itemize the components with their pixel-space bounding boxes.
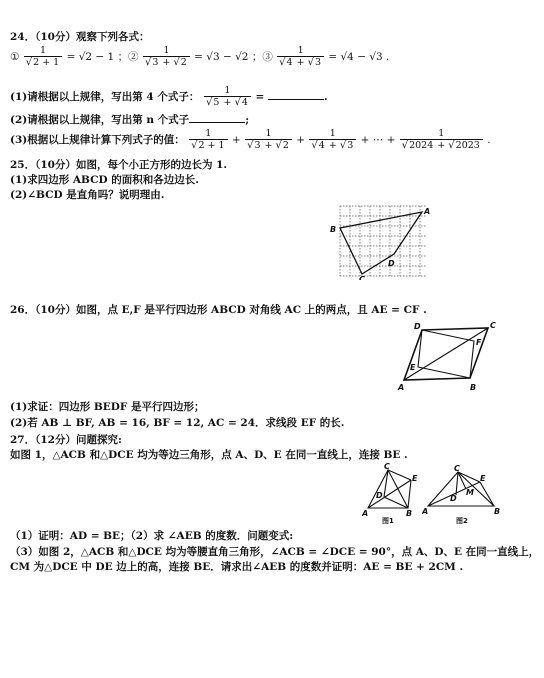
q27-figure-1 bbox=[362, 462, 420, 527]
q25-grid-figure bbox=[326, 200, 438, 283]
q24-fraction-3: $\frac{1}{√4 + √3}$ bbox=[277, 45, 324, 69]
q26-label-c: C bbox=[490, 321, 496, 330]
q24-fraction-2: $\frac{1}{√3 + √2}$ bbox=[143, 45, 190, 69]
q25-part2: (2)∠BCD 是直角吗？说明理由. bbox=[10, 189, 165, 201]
q25-grid-svg bbox=[326, 200, 438, 280]
q25-label-d: D bbox=[388, 259, 395, 268]
q24-sum-term-2: $\frac{1}{√3 + √2}$ bbox=[245, 128, 292, 152]
q25-label-c: C bbox=[359, 275, 365, 280]
q27-fig2-label-e: E bbox=[480, 474, 486, 483]
q24-part2: (2)请根据以上规律，写出第 n 个式子 ; bbox=[10, 114, 250, 126]
q26-parallelogram-figure bbox=[396, 320, 500, 395]
q25-grid-lines bbox=[340, 206, 426, 276]
q24-sum-term-1: $\frac{1}{√2 + 1}$ bbox=[189, 128, 227, 152]
q24-answer-blank-2 bbox=[189, 112, 245, 123]
q27-figure-2 bbox=[422, 462, 504, 527]
q24-formula-row bbox=[10, 45, 389, 69]
q24-fraction-4: $\frac{1}{√5 + √4}$ bbox=[204, 85, 251, 109]
q26-part2: (2)若 AB ⊥ BF, AB = 16, BF = 12, AC = 24．求线段 EF 的长. bbox=[10, 417, 345, 429]
q26-label-f: F bbox=[476, 338, 482, 347]
q27-fig2-label-a: A bbox=[422, 507, 429, 516]
q27-figure-1-svg bbox=[362, 462, 420, 524]
q27-fig2-label-m: M bbox=[466, 488, 474, 497]
q25-label-b: B bbox=[330, 225, 337, 234]
q26-label-e: E bbox=[410, 363, 416, 372]
q24-fraction-1: $\frac{1}{√2 + 1}$ bbox=[24, 45, 62, 69]
q27-part1-2: （1）证明：AD = BE；（2）求 ∠AEB 的度数．问题变式: bbox=[10, 530, 294, 542]
q27-fig1-caption: 图1 bbox=[382, 517, 394, 524]
q26-diagonal-ac bbox=[404, 328, 488, 380]
q26-label-b: B bbox=[470, 383, 477, 392]
q25-part1: (1)求四边形 ABCD 的面积和各边边长. bbox=[10, 174, 199, 186]
q27-part3-line1: （3）如图 2，△ACB 和△DCE 均为等腰直角三角形，∠ACB = ∠DCE = 90°，点 A、D、E 在同一直线上， bbox=[10, 546, 540, 558]
q26-label-a: A bbox=[398, 383, 405, 392]
q26-part1: (1)求证：四边形 BEDF 是平行四边形； bbox=[10, 401, 205, 413]
q24-part1: (1)请根据以上规律，写出第 4 个式子： $\frac{1}{√5 + √4}$ = . bbox=[10, 85, 328, 108]
q24-sum-term-last: $\frac{1}{√2024 + √2023}$ bbox=[400, 128, 483, 152]
q27-figure-2-svg bbox=[422, 462, 504, 524]
q24-sum-term-3: $\frac{1}{√4 + √3}$ bbox=[309, 128, 356, 152]
q27-heading: 27．（12分）问题探究: bbox=[10, 434, 122, 446]
q26-label-d: D bbox=[414, 322, 421, 331]
q24-answer-blank-1 bbox=[268, 89, 324, 100]
q27-fig2-caption: 图2 bbox=[456, 517, 468, 524]
q24-heading: 24．（10分）观察下列各式： bbox=[10, 31, 150, 43]
q27-fig1-label-c: C bbox=[384, 462, 390, 471]
q24-item3-marker: ；③ bbox=[251, 51, 273, 63]
q26-parallelogram-svg bbox=[396, 320, 500, 392]
q25-heading: 25．（10分）如图，每个小正方形的边长为 1. bbox=[10, 159, 228, 171]
q27-fig1-label-b: B bbox=[406, 509, 413, 518]
q24-result-3: = √4 − √3 . bbox=[328, 51, 390, 63]
q27-intro: 如图 1，△ACB 和△DCE 均为等边三角形，点 A、D、E 在同一直线上，连接 BE . bbox=[10, 449, 408, 461]
q27-fig2-label-c: C bbox=[454, 464, 460, 473]
q27-part3-line2: CM 为△DCE 中 DE 边上的高，连接 BE．请求出∠AEB 的度数并证明：AE = BE + 2CM . bbox=[10, 561, 464, 573]
q24-item2-marker: ；② bbox=[117, 51, 139, 63]
q27-fig2-label-b: B bbox=[494, 507, 501, 516]
q24-result-2: = √3 − √2 bbox=[194, 51, 249, 63]
q24-part3: (3)根据以上规律计算下列式子的值： $\frac{1}{√2 + 1}$ + $\frac{1}{√3 + √2}$ + $\frac{1}{√4 + √3}$ + ⋯ + $\frac{1}{√2024 + √2023}$ . bbox=[10, 128, 491, 151]
q24-item1-marker: ① bbox=[10, 51, 20, 63]
q27-fig1-label-d: D bbox=[376, 491, 383, 500]
q27-fig1-label-e: E bbox=[412, 474, 418, 483]
q24-result-1: = √2 − 1 bbox=[66, 51, 115, 63]
q27-fig1-label-a: A bbox=[362, 509, 369, 518]
q26-heading: 26．（10分）如图，点 E,F 是平行四边形 ABCD 对角线 AC 上的两点，且 AE = CF . bbox=[10, 304, 427, 316]
q25-label-a: A bbox=[424, 207, 431, 216]
q27-fig2-label-d: D bbox=[450, 494, 457, 503]
